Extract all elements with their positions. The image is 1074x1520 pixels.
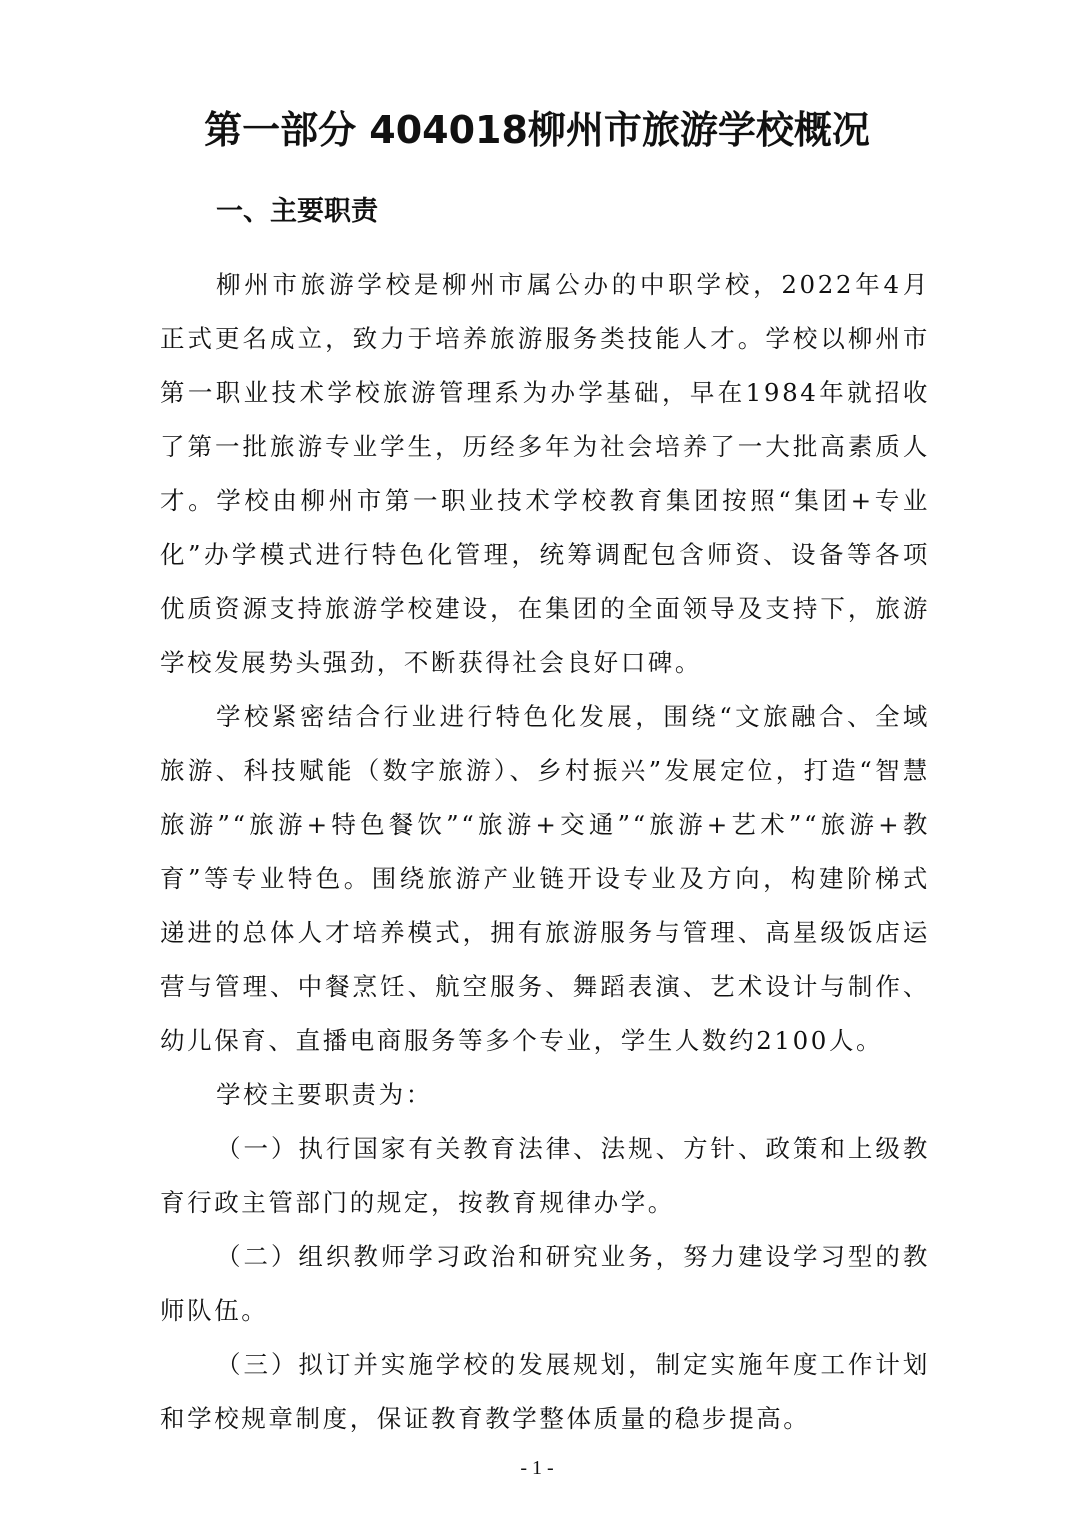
- paragraph-duty-1: （一）执行国家有关教育法律、法规、方针、政策和上级教育行政主管部门的规定，按教育规律办学。: [160, 1134, 930, 1217]
- paragraph-school-development: 学校紧密结合行业进行特色化发展，围绕“文旅融合、全域旅游、科技赋能（数字旅游）、乡村振兴”发展定位，打造“智慧旅游”“旅游+特色餐饮”“旅游+交通”“旅游+艺术”“旅游+教育”等专业特色。围绕旅游产业链开设专业及方向，构建阶梯式递进的总体人才培养模式，拥有旅游服务与管理、高星级饭店运营与管理、中餐烹饪、航空服务、舞蹈表演、艺术设计与制作、幼儿保育、直播电商服务等多个专业，学生人数约2100人。: [160, 702, 930, 1055]
- page-number: - 1 -: [520, 1457, 554, 1479]
- section-heading: 一、主要职责: [216, 196, 378, 227]
- paragraph-school-overview: 柳州市旅游学校是柳州市属公办的中职学校，2022年4月正式更名成立，致力于培养旅游服务类技能人才。学校以柳州市第一职业技术学校旅游管理系为办学基础，早在1984年就招收了第一批旅游专业学生，历经多年为社会培养了一大批高素质人才。学校由柳州市第一职业技术学校教育集团按照“集团+专业化”办学模式进行特色化管理，统筹调配包含师资、设备等各项优质资源支持旅游学校建设，在集团的全面领导及支持下，旅游学校发展势头强劲，不断获得社会良好口碑。: [160, 270, 930, 677]
- page-title: 第一部分 404018柳州市旅游学校概况: [204, 108, 870, 152]
- paragraph-duty-2: （二）组织教师学习政治和研究业务，努力建设学习型的教师队伍。: [160, 1242, 930, 1325]
- paragraph-duties-intro: 学校主要职责为：: [216, 1080, 433, 1109]
- paragraph-duty-3: （三）拟订并实施学校的发展规划，制定实施年度工作计划和学校规章制度，保证教育教学整体质量的稳步提高。: [160, 1350, 930, 1433]
